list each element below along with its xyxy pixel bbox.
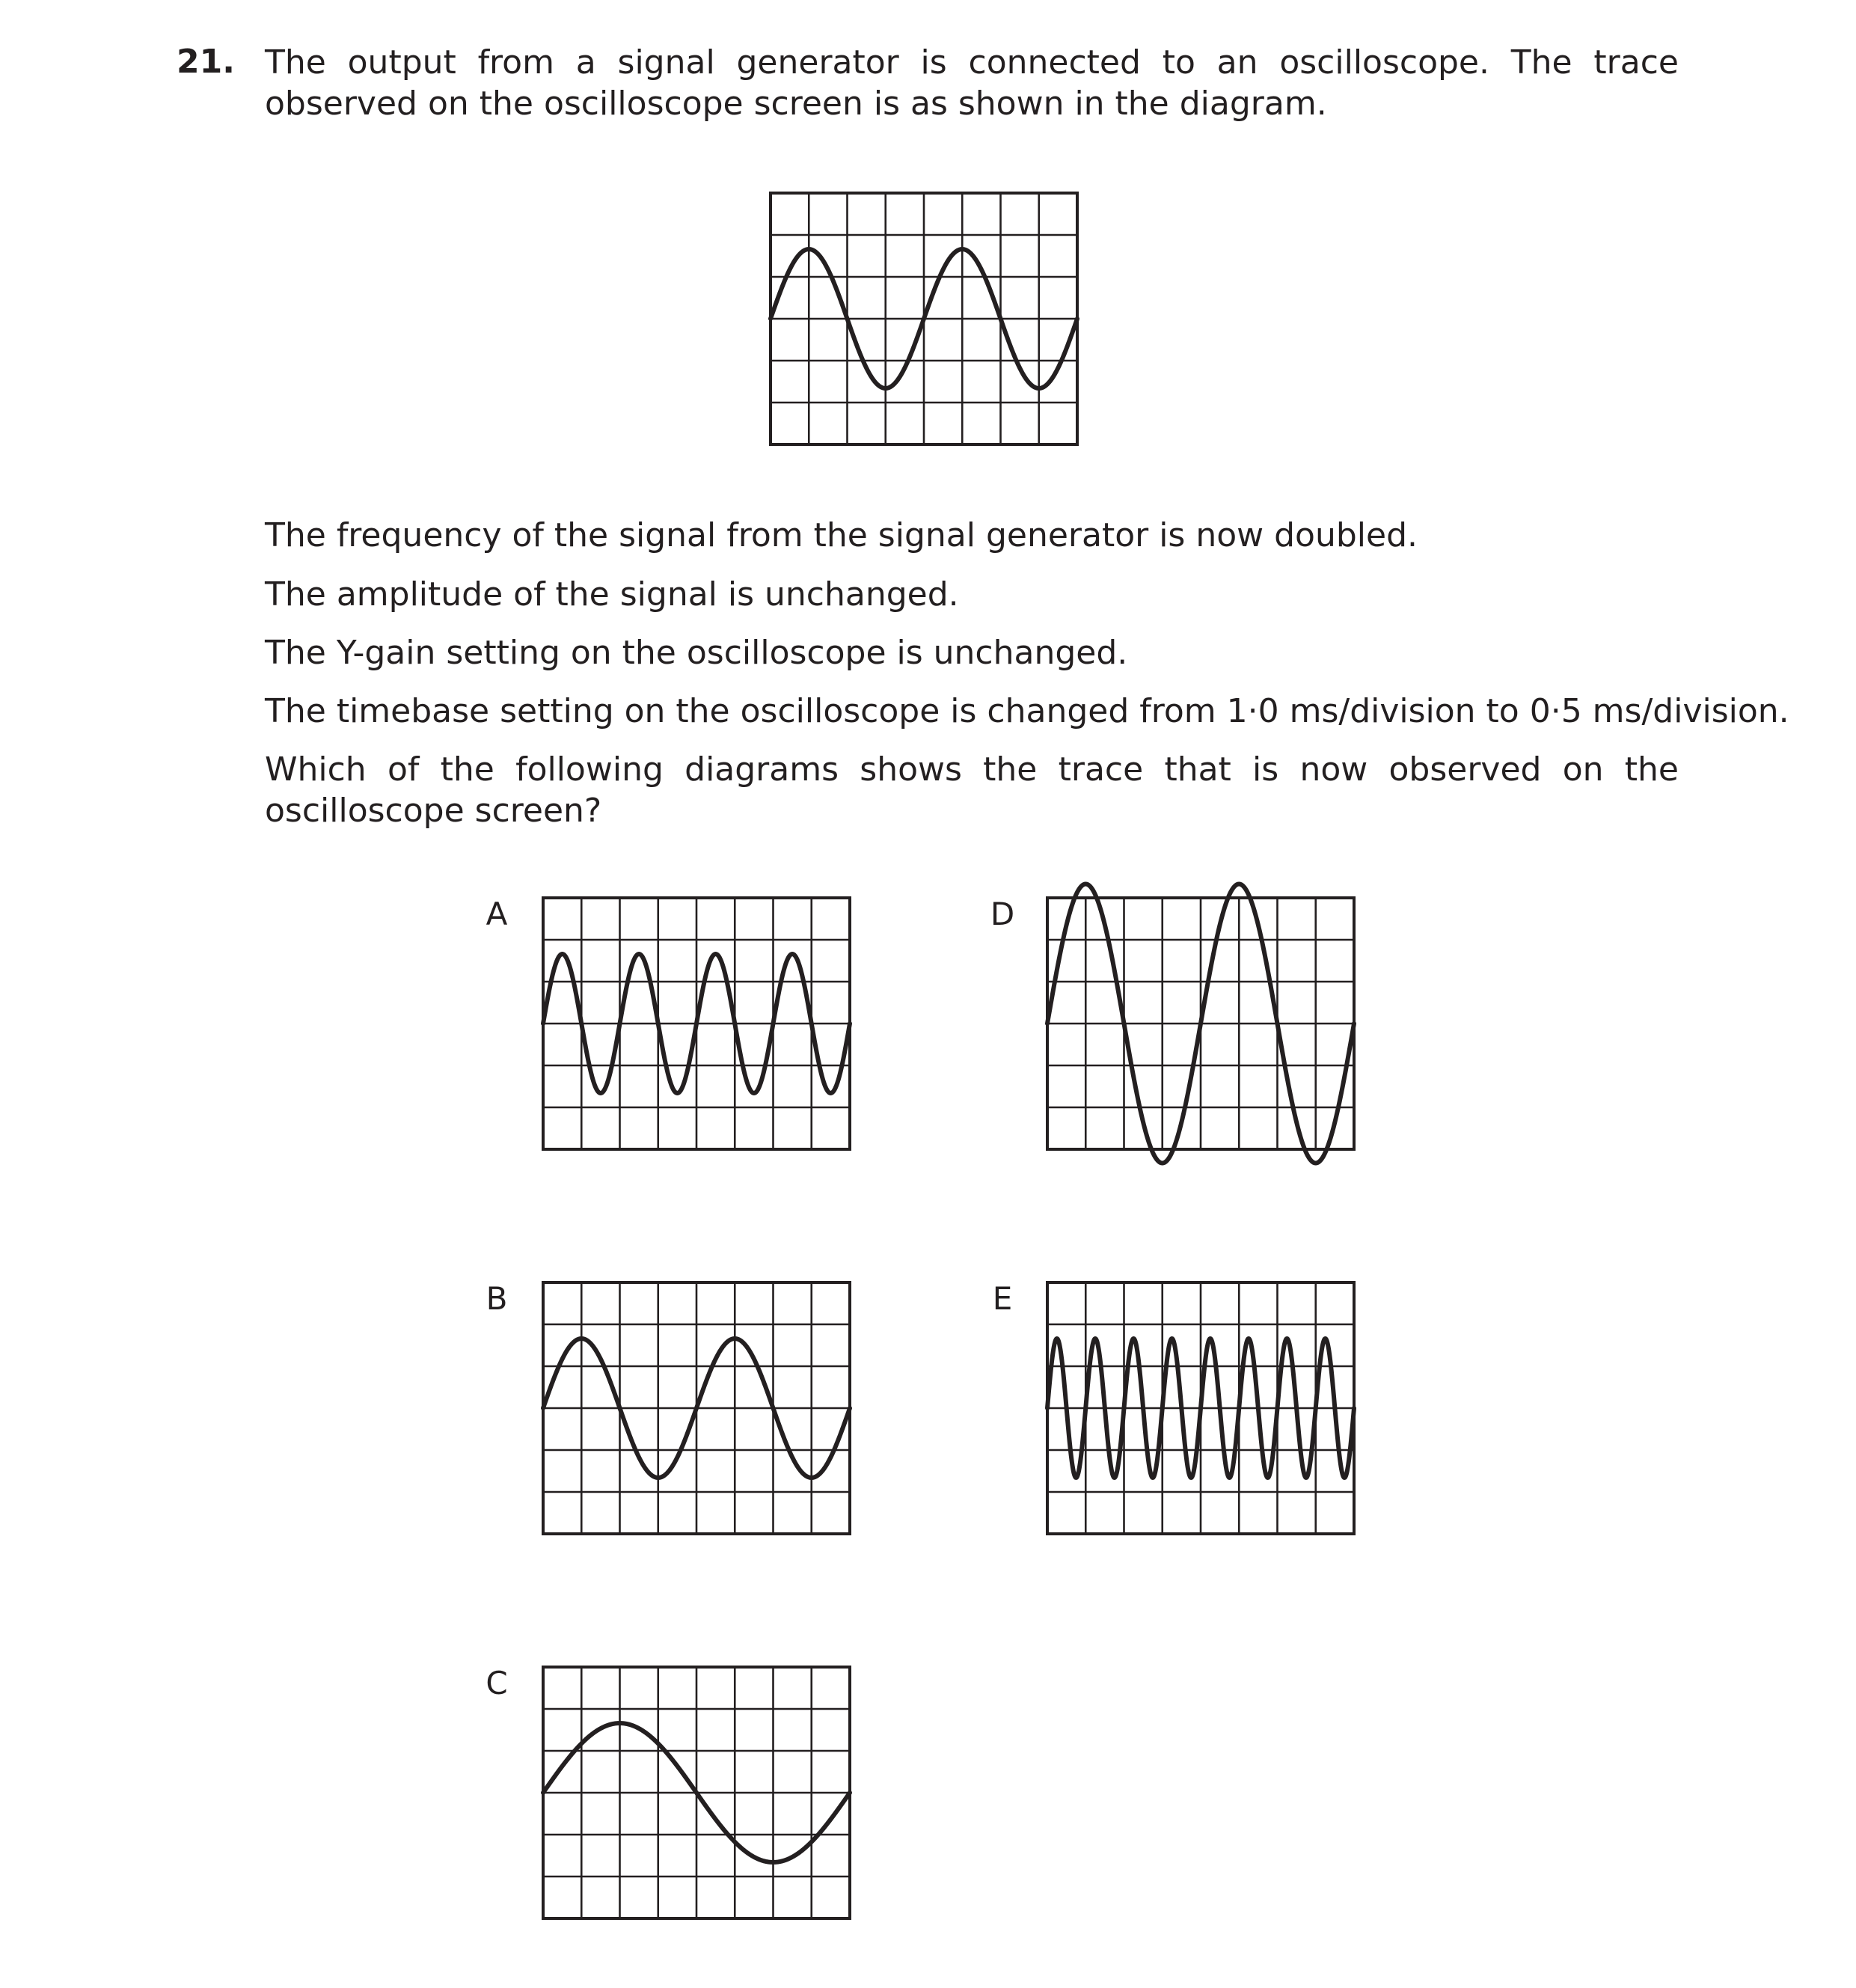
question-number: 21. xyxy=(177,43,235,81)
statement-frequency: The frequency of the signal from the signal generator is now doubled. xyxy=(265,516,1418,554)
option-b-trace xyxy=(543,1282,850,1534)
statement-amplitude: The amplitude of the signal is unchanged. xyxy=(265,575,959,614)
option-c-trace xyxy=(543,1667,850,1918)
option-d-label: D xyxy=(990,896,1015,932)
statement-timebase: The timebase setting on the oscilloscope is changed from 1·0 ms/division to 0·5 ms/division. xyxy=(265,692,1789,730)
question-prompt: Which of the following diagrams shows the trace that is now observed on the oscilloscope screen? xyxy=(265,750,1679,830)
option-b-label: B xyxy=(486,1280,508,1317)
option-e-label: E xyxy=(992,1280,1013,1317)
question-intro: The output from a signal generator is connected to an oscilloscope. The trace observed on the oscilloscope screen is as shown in the diagram. xyxy=(265,43,1679,123)
option-a-trace xyxy=(543,898,850,1149)
original-oscilloscope-trace xyxy=(771,193,1077,444)
statement-y-gain: The Y-gain setting on the oscilloscope is unchanged. xyxy=(265,634,1128,672)
option-d-trace xyxy=(1047,898,1354,1149)
option-e-trace xyxy=(1047,1282,1354,1534)
option-c-label: C xyxy=(486,1665,508,1701)
option-a-label: A xyxy=(486,896,508,932)
